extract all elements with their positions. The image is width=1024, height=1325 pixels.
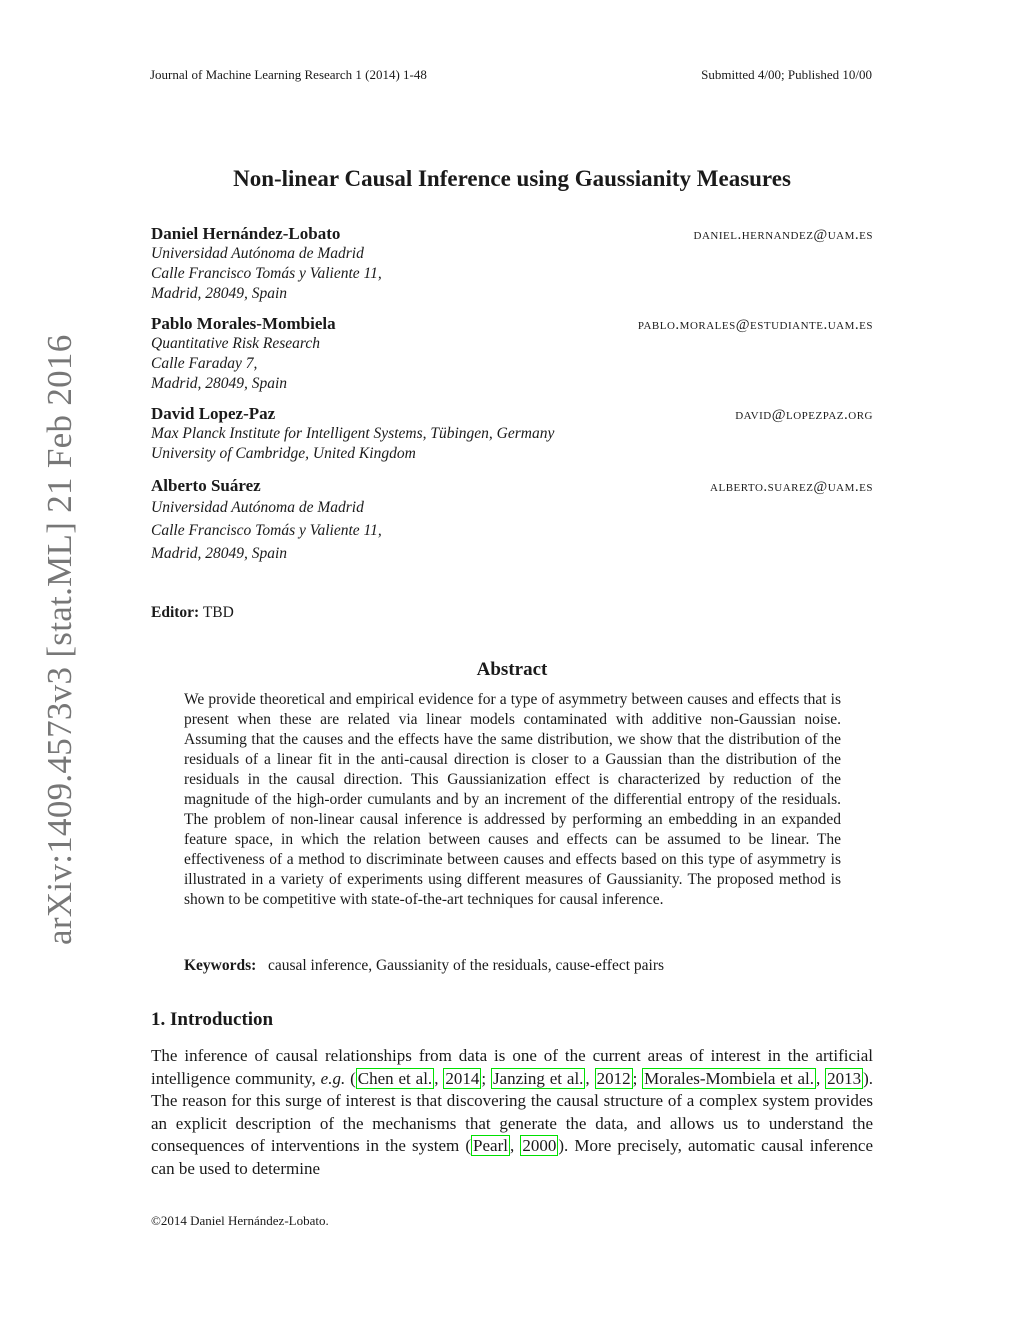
citation-link[interactable]: Chen et al. [357, 1068, 433, 1088]
citation-year-link[interactable]: 2013 [827, 1068, 862, 1088]
affiliation-line: Max Planck Institute for Intelligent Systems, Tübingen, Germany [151, 425, 555, 442]
author-email[interactable]: daniel.hernandez@uam.es [693, 227, 873, 243]
affiliation-line: Calle Francisco Tomás y Valiente 11, [151, 522, 382, 539]
citation-separator: ; [632, 1068, 643, 1088]
affiliation-line: Universidad Autónoma de Madrid [151, 499, 364, 516]
intro-text: The inference of causal relationships from data is one of the current areas of interest in the artificial intelligence community, [151, 1046, 873, 1088]
author-block [151, 404, 873, 464]
keywords-value: causal inference, Gaussianity of the residuals, cause-effect pairs [267, 957, 665, 974]
keywords-label: Keywords: [184, 957, 257, 974]
affiliation-line: University of Cambridge, United Kingdom [151, 445, 416, 462]
arxiv-stamp[interactable]: arXiv:1409.4573v3 [stat.ML] 21 Feb 2016 [40, 334, 79, 945]
paper-title: Non-linear Causal Inference using Gaussianity Measures [233, 166, 791, 191]
author-email[interactable]: pablo.morales@estudiante.uam.es [637, 317, 873, 333]
author-block [151, 314, 873, 394]
section-heading [151, 1009, 273, 1031]
citation-link[interactable]: Pearl [473, 1136, 508, 1156]
author-name: Alberto Suárez [151, 476, 261, 495]
affiliation-line: Madrid, 28049, Spain [151, 285, 288, 302]
citation-year-link[interactable]: 2012 [596, 1068, 631, 1088]
editor-line [151, 604, 234, 622]
submission-dates: Submitted 4/00; Published 10/00 [701, 67, 872, 82]
intro-eg: e.g. [320, 1068, 346, 1088]
author-name: Pablo Morales-Mombiela [151, 314, 336, 333]
abstract-text: We provide theoretical and empirical evidence for a type of asymmetry between causes and effects that is present when these are related via linear models contaminated with additive non-Gaussian noise. Assuming that the causes and the effects have the same distribution, we show that the distribution of the residuals of a linear fit in the anti-causal direction is closer to a Gaussian than the distribution of the residuals in the causal direction. This Gaussianization effect is characterized by reduction of the magnitude of the high-order cumulants and by an increment of the differential entropy of the residuals. The problem of non-linear causal inference is addressed by performing an embedding in an expanded feature space, in which the relation between causes and effects can be assumed to be linear. The effectiveness of a method to discriminate between causes and effects based on this type of asymmetry is illustrated in a variety of experiments using different measures of Gaussianity. The proposed method is shown to be competitive with state-of-the-art techniques for causal inference. [184, 691, 841, 908]
copyright-footer: ©2014 Daniel Hernández-Lobato. [151, 1213, 329, 1228]
citation-link[interactable]: Morales-Mombiela et al. [644, 1068, 814, 1088]
author-email[interactable]: david@lopezpaz.org [735, 407, 873, 423]
author-block [151, 476, 873, 565]
intro-text: ). More precisely, automatic causal inference can be used to determine [151, 1136, 873, 1178]
keywords-line [184, 957, 841, 975]
section-title: Introduction [170, 1009, 274, 1030]
editor-value: TBD [202, 604, 234, 621]
editor-label: Editor: [151, 604, 200, 621]
citation-year-link[interactable]: 2000 [522, 1136, 557, 1156]
affiliation-line: Quantitative Risk Research [151, 335, 321, 352]
citation-separator: ; [481, 1068, 491, 1088]
affiliation-line: Madrid, 28049, Spain [151, 545, 288, 562]
author-name: Daniel Hernández-Lobato [151, 224, 341, 243]
intro-text: ( [345, 1068, 356, 1088]
author-name: David Lopez-Paz [151, 404, 276, 423]
author-email[interactable]: alberto.suarez@uam.es [710, 479, 873, 495]
journal-header: Journal of Machine Learning Research 1 (2014) 1-48 [150, 67, 427, 82]
intro-paragraph: The inference of causal relationships from data is one of the current areas of interest in the artificial intelligence community, e.g. ( Chen et al. , 2014 ; Janzing et al. , 2012 ; Morales-Mombiela et al. , 2013 ). The reason for this surge of interest is that discovering the causal structure of a complex system provides an explicit description of the mechanisms that generate the data, and allows us to understand the consequences of interventions in the system ( Pearl , 2000 ). More precisely, automatic causal inference can be used to determine [151, 1046, 874, 1178]
intro-text: ). The reason for this surge of interest is that discovering the causal structure of a complex system provides an explicit description of the mechanisms that generate the data, and allows us to understand the consequences of interventions in the system ( [151, 1068, 874, 1156]
citation-year-link[interactable]: 2014 [445, 1068, 480, 1088]
citation-link[interactable]: Janzing et al. [492, 1068, 584, 1088]
affiliation-line: Calle Faraday 7, [151, 355, 258, 372]
section-number: 1. [151, 1009, 166, 1030]
abstract-heading: Abstract [476, 659, 548, 680]
affiliation-line: Universidad Autónoma de Madrid [151, 245, 364, 262]
affiliation-line: Madrid, 28049, Spain [151, 375, 288, 392]
author-block [151, 224, 873, 304]
affiliation-line: Calle Francisco Tomás y Valiente 11, [151, 265, 382, 282]
